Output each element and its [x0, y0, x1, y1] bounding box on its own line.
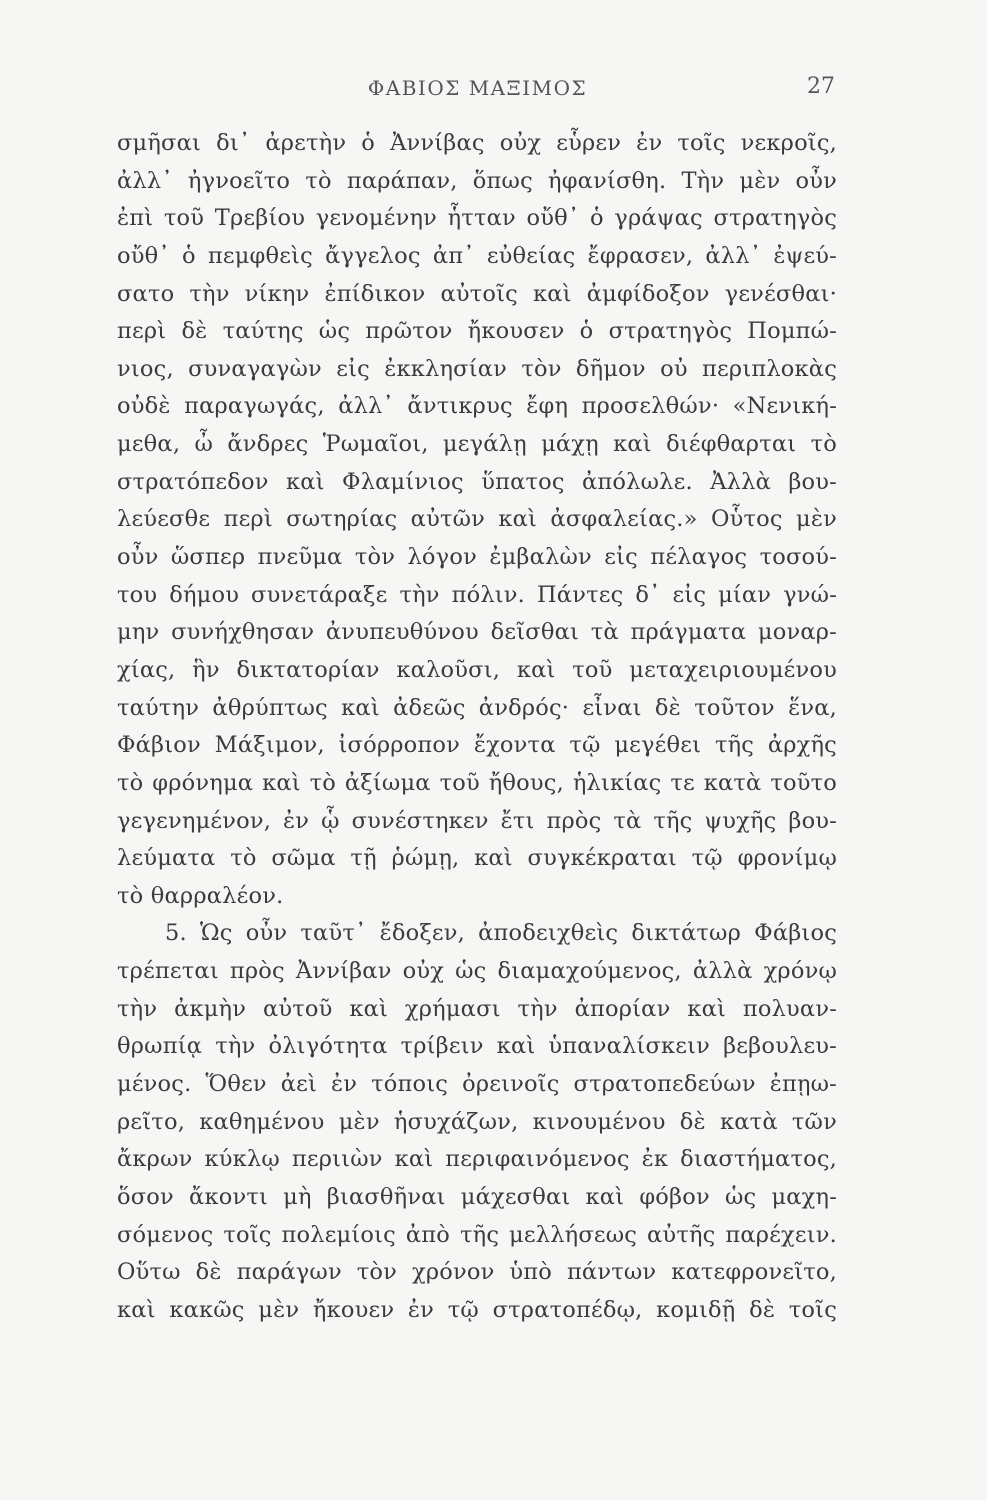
text-line: θρωπίᾳ τὴν ὀλιγότητα τρίβειν καὶ ὑπαναλίσκειν βεβουλευ-: [117, 1033, 837, 1060]
running-title: ΦΑΒΙΟΣ ΜΑΞΙΜΟΣ: [367, 76, 588, 100]
text-line: μεθα, ὦ ἄνδρες Ῥωμαῖοι, μεγάλῃ μάχῃ καὶ διέφθαρται τὸ: [117, 431, 837, 458]
text-line: σόμενος τοῖς πολεμίοις ἀπὸ τῆς μελλήσεως αὐτῆς παρέχειν.: [117, 1221, 837, 1248]
text-line: σατο τὴν νίκην ἐπίδικον αὐτοῖς καὶ ἀμφίδοξον γενέσθαι·: [117, 280, 837, 307]
text-line: ὅσον ἄκοντι μὴ βιασθῆναι μάχεσθαι καὶ φόβον ὡς μαχη-: [117, 1183, 837, 1210]
text-line: οὐδὲ παραγωγάς, ἀλλ᾽ ἄντικρυς ἔφη προσελθών· «Νενική-: [117, 393, 837, 420]
text-line: νιος, συναγαγὼν εἰς ἐκκλησίαν τὸν δῆμον οὐ περιπλοκὰς: [117, 355, 837, 382]
text-line: ἐπὶ τοῦ Τρεβίου γενομένην ἧτταν οὔθ᾽ ὁ γράψας στρατηγὸς: [117, 205, 837, 232]
text-line: μην συνήχθησαν ἀνυπευθύνου δεῖσθαι τὰ πράγματα μοναρ-: [117, 619, 837, 646]
text-line: του δήμου συνετάραξε τὴν πόλιν. Πάντες δ᾽ εἰς μίαν γνώ-: [117, 581, 837, 608]
section-5-first-line: 5. Ὡς οὖν ταῦτ᾽ ἔδοξεν, ἀποδειχθεὶς δικτάτωρ Φάβιος: [165, 920, 837, 947]
text-line: στρατόπεδον καὶ Φλαμίνιος ὕπατος ἀπόλωλε. Ἀλλὰ βου-: [117, 468, 837, 495]
text-line: μένος. Ὅθεν ἀεὶ ἐν τόποις ὀρεινοῖς στρατοπεδεύων ἐπῃω-: [117, 1071, 837, 1098]
text-line: λεύεσθε περὶ σωτηρίας αὐτῶν καὶ ἀσφαλείας.» Οὗτος μὲν: [117, 506, 837, 533]
text-line: ρεῖτο, καθημένου μὲν ἡσυχάζων, κινουμένου δὲ κατὰ τῶν: [117, 1108, 837, 1135]
text-line: οὖν ὥσπερ πνεῦμα τὸν λόγον ἐμβαλὼν εἰς πέλαγος τοσού-: [117, 544, 837, 571]
text-line: σμῆσαι δι᾽ ἀρετὴν ὁ Ἀννίβας οὐχ εὗρεν ἐν τοῖς νεκροῖς,: [117, 130, 837, 156]
text-line: χίας, ἣν δικτατορίαν καλοῦσι, καὶ τοῦ μεταχειριουμένου: [117, 656, 837, 683]
page-number: 27: [807, 74, 835, 99]
text-line: γεγενημένον, ἐν ᾧ συνέστηκεν ἔτι πρὸς τὰ τῆς ψυχῆς βου-: [117, 807, 837, 834]
text-line: λεύματα τὸ σῶμα τῇ ῥώμῃ, καὶ συγκέκραται τῷ φρονίμῳ: [117, 845, 837, 872]
text-line: τὸ φρόνημα καὶ τὸ ἀξίωμα τοῦ ἤθους, ἡλικίας τε κατὰ τοῦτο: [117, 769, 837, 796]
text-line: τὴν ἀκμὴν αὐτοῦ καὶ χρήμασι τὴν ἀπορίαν καὶ πολυαν-: [117, 995, 837, 1022]
text-line: ταύτην ἀθρύπτως καὶ ἀδεῶς ἀνδρός· εἶναι δὲ τοῦτον ἕνα,: [117, 694, 837, 721]
text-line: περὶ δὲ ταύτης ὡς πρῶτον ἤκουσεν ὁ στρατηγὸς Πομπώ-: [117, 318, 837, 345]
paragraph-end-line: τὸ θαρραλέον.: [117, 882, 284, 909]
text-line: ἄκρων κύκλῳ περιιὼν καὶ περιφαινόμενος ἐκ διαστήματος,: [117, 1146, 837, 1173]
text-line: καὶ κακῶς μὲν ἤκουεν ἐν τῷ στρατοπέδῳ, κομιδῇ δὲ τοῖς: [117, 1296, 837, 1323]
running-head: [120, 70, 835, 110]
text-line: τρέπεται πρὸς Ἀννίβαν οὐχ ὡς διαμαχούμενος, ἀλλὰ χρόνῳ: [117, 958, 837, 985]
text-line: οὔθ᾽ ὁ πεμφθεὶς ἄγγελος ἀπ᾽ εὐθείας ἔφρασεν, ἀλλ᾽ ἐψεύ-: [117, 242, 837, 269]
text-line: Οὕτω δὲ παράγων τὸν χρόνον ὑπὸ πάντων κατεφρονεῖτο,: [117, 1259, 837, 1286]
text-line: Φάβιον Μάξιμον, ἰσόρροπον ἔχοντα τῷ μεγέθει τῆς ἀρχῆς: [117, 732, 837, 759]
text-line: ἀλλ᾽ ἠγνοεῖτο τὸ παράπαν, ὅπως ἠφανίσθη. Τὴν μὲν οὖν: [117, 167, 837, 194]
body-text: [117, 125, 837, 1330]
